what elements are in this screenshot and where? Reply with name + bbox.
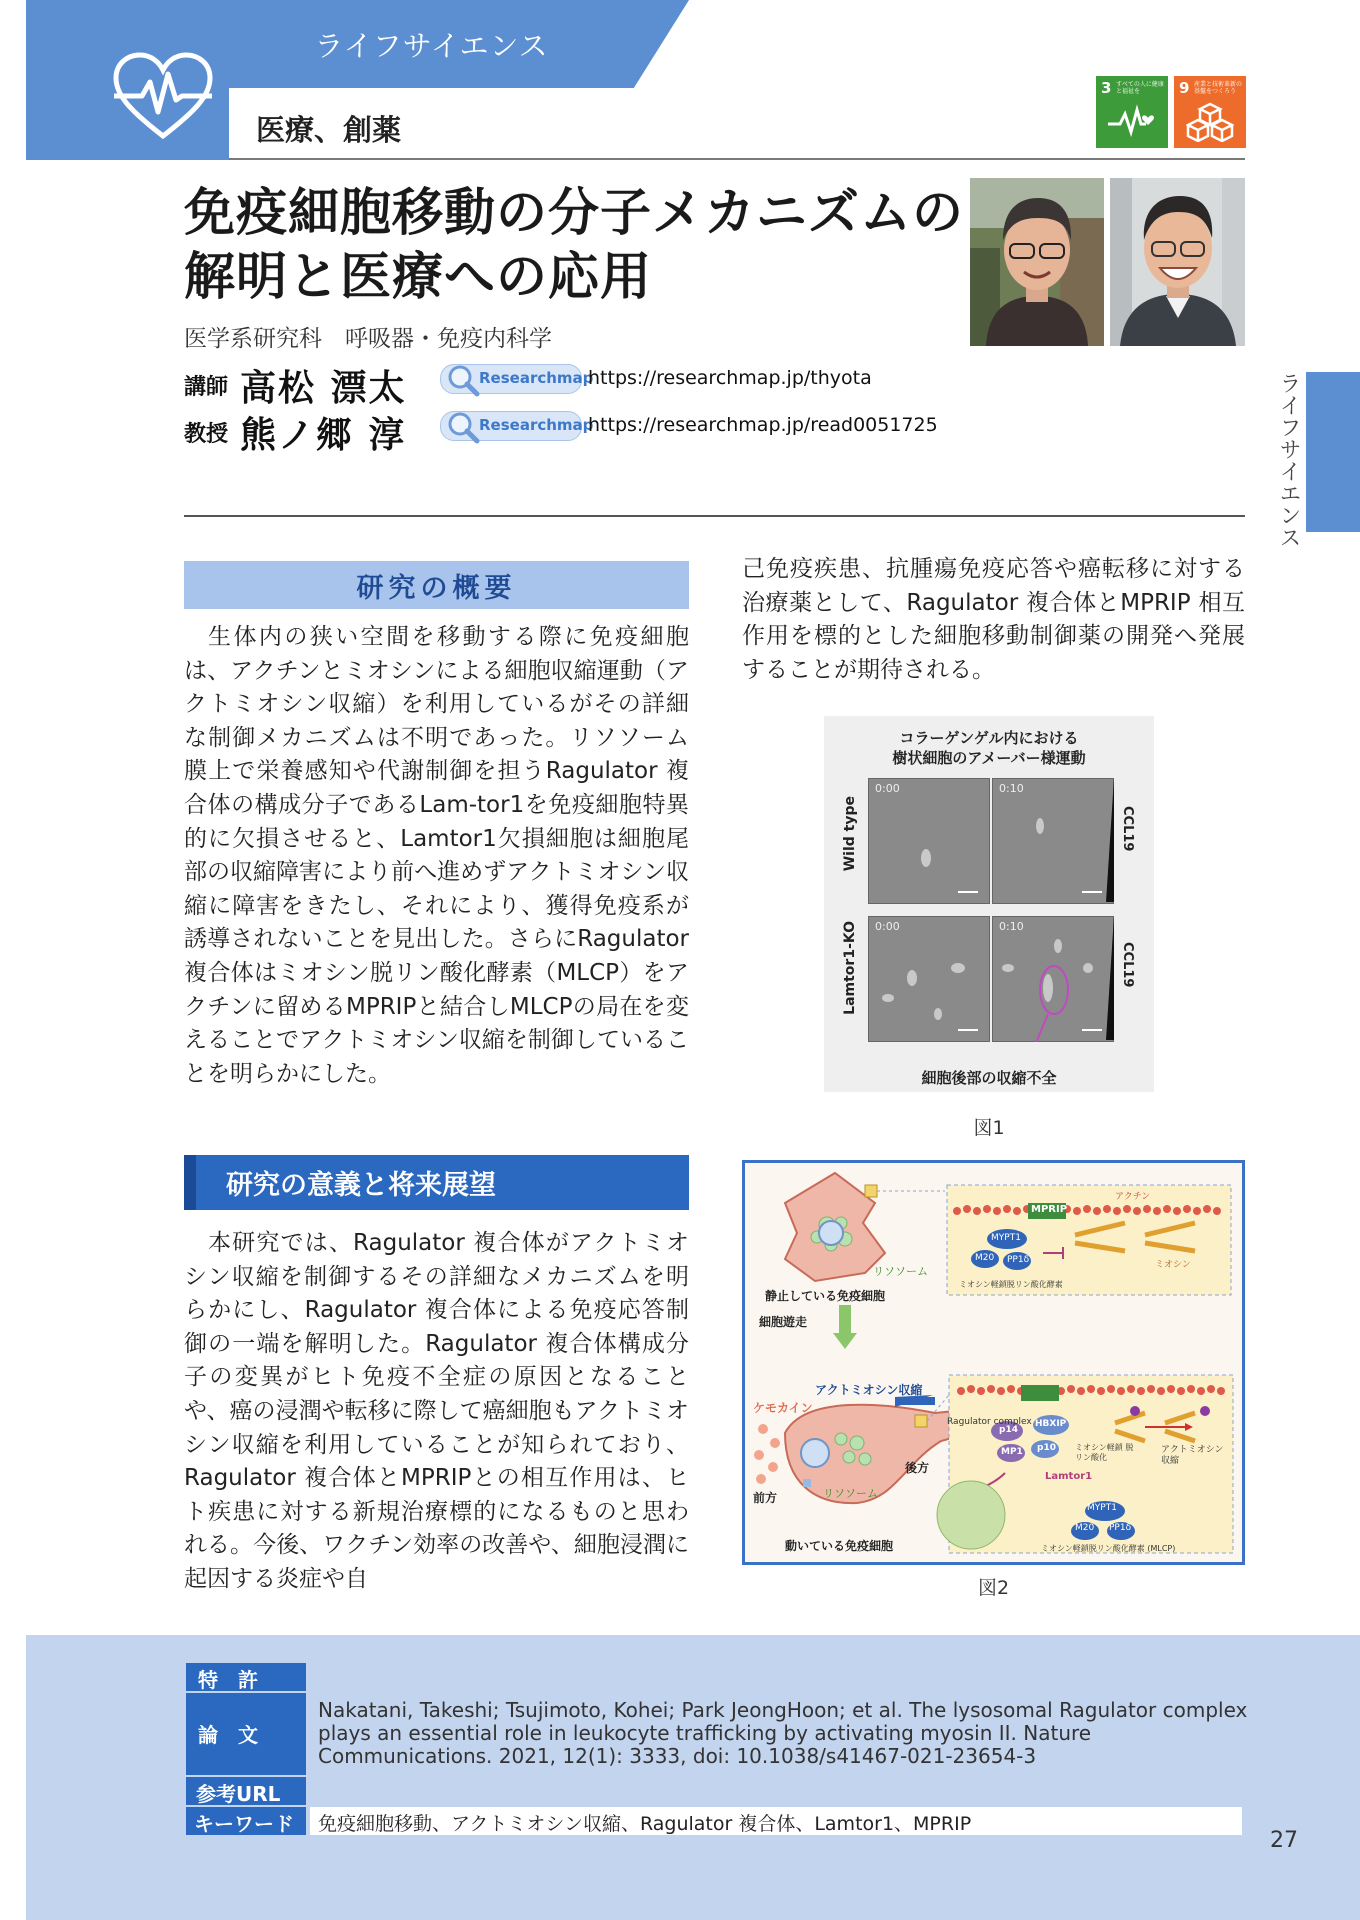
figure-1-title: コラーゲンゲル内における 樹状細胞のアメーバー様運動 xyxy=(892,729,1086,767)
fig2-label-hbxip: HBXIP xyxy=(1035,1419,1067,1429)
microscopy-ko-0000: 0:00 xyxy=(868,916,990,1042)
category-label: ライフサイエンス xyxy=(314,28,549,63)
fig2-label-mypt1: MYPT1 xyxy=(991,1233,1021,1243)
magnifier-icon xyxy=(445,410,481,444)
fig2-label-lysosome: リソソーム xyxy=(873,1265,928,1278)
side-tab-marker xyxy=(1306,372,1360,532)
ccl19-label: CCL19 xyxy=(1120,806,1135,852)
fig2-label-mp1: MP1 xyxy=(1001,1447,1023,1457)
fig2-label-lamtor1: Lamtor1 xyxy=(1045,1471,1093,1482)
fig2-label-moving-cell: 動いている免疫細胞 xyxy=(785,1539,894,1553)
fig2-label-dephos: ミオシン軽鎖 脱リン酸化 xyxy=(1075,1443,1134,1462)
overview-text: 生体内の狭い空間を移動する際に免疫細胞は、アクチンとミオシンによる細胞収縮運動（アクトミオシン収縮）を利用しているがその詳細な制御メカニズムは不明であった。リソソーム膜上で栄養感知や代謝制御を担うRagulator 複合体の構成分子であるLam-tor1を免疫細胞特異的に欠損させると、Lamtor1欠損細胞は細胞尾部の収縮障害により前へ進めずアクトミオシン収縮に障害をきたし、それにより、獲得免疫系が誘導されないことを見出した。さらにRagulator 複合体はミオシン脱リン酸化酵素（MLCP）をアクチンに留めるMPRIPと結合しMLCPの局在を変えることでアクトミオシン収縮を制御していることを明らかにした。 xyxy=(184,624,689,1087)
figure-1 xyxy=(824,716,1154,1092)
heartbeat-heart-icon xyxy=(112,52,214,140)
side-tab-label: ライフサイエンス xyxy=(1276,372,1301,548)
fig2-label-mlcp-full: ミオシン軽鎖脱リン酸化酵素 (MLCP) xyxy=(1041,1544,1176,1553)
fig2-label-actomyosin-2: アクトミオシン収縮 xyxy=(1161,1445,1224,1466)
significance-heading-label: 研究の意義と将来展望 xyxy=(226,1170,496,1201)
paper-label: 論 文 xyxy=(186,1693,306,1775)
microscopy-ko-0010: 0:10 xyxy=(992,916,1114,1042)
fig2-label-myosin: ミオシン xyxy=(1155,1260,1191,1270)
researchmap-url[interactable]: https://researchmap.jp/thyota xyxy=(588,367,872,389)
fig2-label-chemokine: ケモカイン xyxy=(753,1401,813,1415)
keywords: 免疫細胞移動、アクトミオシン収縮、Ragulator 複合体、Lamtor1、MPRIP xyxy=(318,1813,972,1835)
significance-text: 本研究では、Ragulator 複合体がアクトミオシン収縮を制御するその詳細なメカニズムを明らかにし、Ragulator 複合体による免疫応答制御の一端を解明した。Ragulator 複合体構成分子の変異がヒト免疫不全症の原因となることや、癌の浸潤や転移に際して癌細胞もアクトミオシン収縮を利用していることが知られており、Ragulator 複合体とMPRIPとの相互作用は、ヒト疾患に対する新規治療標的になるものと思われる。今後、ワクチン効率の改善や、細胞浸潤に起因する炎症や自 xyxy=(184,1230,689,1592)
ccl19-label: CCL19 xyxy=(1120,942,1135,988)
researcher-row-2 xyxy=(184,407,407,458)
row-label-lamtor1-ko: Lamtor1-KO xyxy=(842,921,858,1015)
header-divider xyxy=(229,158,1245,160)
researcher-photo-kumanogoh xyxy=(1110,178,1245,346)
fig2-label-mprip: MPRIP xyxy=(1031,1204,1068,1215)
fig2-label-mlcp: ミオシン軽鎖脱リン酸化酵素 xyxy=(959,1280,1063,1289)
keyword-label: キーワード xyxy=(186,1807,306,1835)
fig2-label-pp1d: PP1δ xyxy=(1007,1255,1030,1265)
fig2-label-p14: p14 xyxy=(999,1425,1018,1435)
fig2-label-p10: p10 xyxy=(1037,1443,1056,1453)
fig2-label-lysosome-2: リソソーム xyxy=(823,1487,878,1500)
department: 医学系研究科 呼吸器・免疫内科学 xyxy=(184,326,552,352)
figure-1-annotation: 細胞後部の収縮不全 xyxy=(921,1069,1057,1087)
significance-continuation: 己免疫疾患、抗腫瘍免疫応答や癌転移に対する治療薬として、Ragulator 複合体とMPRIP 相互作用を標的とした細胞移動制御薬の開発へ発展することが期待される。 xyxy=(742,556,1245,683)
researcher-role: 教授 xyxy=(184,422,229,447)
researcher-role: 講師 xyxy=(184,375,229,400)
fig2-label-actomyosin: アクトミオシン収縮 xyxy=(815,1383,923,1397)
paper-citation: Nakatani, Takeshi; Tsujimoto, Kohei; Park JeongHoon; et al. The lysosomal Ragulator complex plays an essential role in leukocyte trafficking by activating myosin II. Nature Communications. 2021, 12(1): 3333, doi: 10.1038/s41467-021-23654-3 xyxy=(318,1698,1248,1768)
title-line-1: 免疫細胞移動の分子メカニズムの xyxy=(184,184,965,243)
fig2-label-m20: M20 xyxy=(975,1253,995,1263)
research-field: 医療、創薬 xyxy=(256,113,402,147)
cell-overlays xyxy=(868,778,1114,1042)
figure-1-caption: 図1 xyxy=(973,1117,1005,1139)
researcher-name: 熊ノ郷 淳 xyxy=(240,415,407,456)
fig2-label-ragulator: Ragulator complex xyxy=(947,1417,1032,1427)
microscopy-wt-0010: 0:10 xyxy=(992,778,1114,904)
patent-label: 特 許 xyxy=(186,1663,306,1691)
figure-2-caption: 図2 xyxy=(977,1577,1010,1599)
figure-2 xyxy=(742,1160,1245,1565)
researcher-row-1 xyxy=(184,360,407,411)
researcher-photo-takamatsu xyxy=(970,178,1104,346)
overview-heading: 研究の概要 xyxy=(184,561,689,609)
researchmap-badge[interactable]: Researchmap xyxy=(440,411,582,441)
fig2-label-actin: アクチン xyxy=(1115,1192,1151,1202)
title-divider xyxy=(184,515,1245,517)
article-title xyxy=(184,182,964,310)
magnifier-icon xyxy=(445,363,481,397)
reference-url-label: 参考URL xyxy=(186,1777,306,1805)
mechanism-diagram xyxy=(745,1163,1242,1562)
fig2-label-pp1d-2: PP1δ xyxy=(1109,1523,1132,1533)
fig2-label-migration: 細胞遊走 xyxy=(759,1315,808,1329)
row-label-wild-type: Wild type xyxy=(842,796,858,872)
fig2-label-mypt1-2: MYPT1 xyxy=(1087,1503,1117,1513)
researchmap-badge[interactable]: Researchmap xyxy=(440,364,582,394)
significance-heading xyxy=(184,1155,689,1210)
page-number: 27 xyxy=(1270,1828,1298,1853)
fig2-label-m20-2: M20 xyxy=(1075,1523,1095,1533)
title-line-2: 解明と医療への応用 xyxy=(184,248,653,307)
fig2-label-rear: 後方 xyxy=(905,1461,930,1475)
researcher-name: 高松 漂太 xyxy=(240,368,407,409)
fig2-label-resting-cell: 静止している免疫細胞 xyxy=(765,1289,886,1303)
heartbeat-icon xyxy=(1108,102,1156,138)
cubes-icon xyxy=(1186,102,1234,142)
heading-accent-bar xyxy=(184,1155,196,1210)
sdg-goal-9-badge: 9 産業と技術革新の基盤をつくろう xyxy=(1174,76,1246,148)
sdg-goal-3-badge: 3 すべての人に健康と福祉を xyxy=(1096,76,1168,148)
researchmap-url[interactable]: https://researchmap.jp/read0051725 xyxy=(588,414,938,436)
microscopy-wt-0000: 0:00 xyxy=(868,778,990,904)
fig2-label-front: 前方 xyxy=(753,1491,778,1505)
